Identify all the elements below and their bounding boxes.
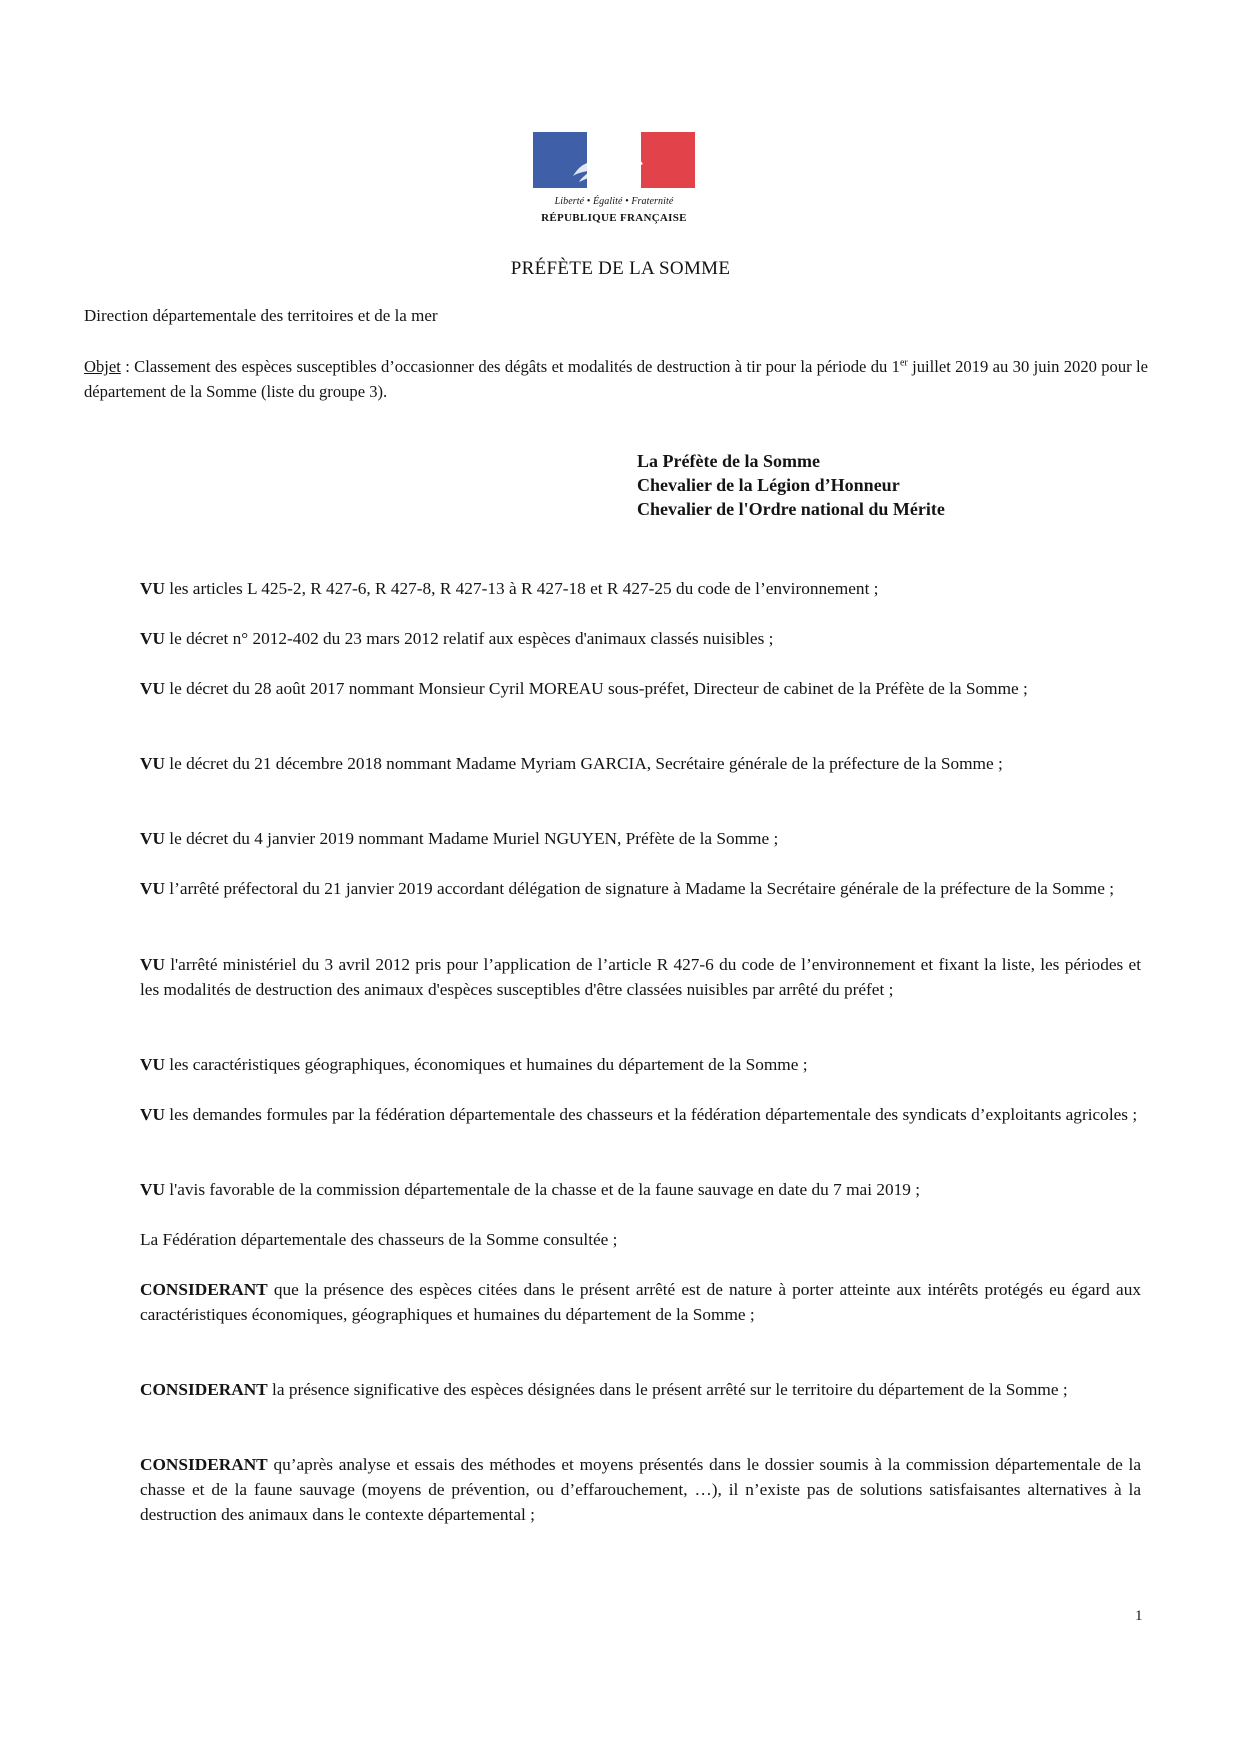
clause-text: le décret du 28 août 2017 nommant Monsieur Cyril MOREAU sous-préfet, Directeur de cabinet de la Préfète de la Somme ;	[164, 679, 1028, 698]
clause-keyword: VU	[140, 579, 165, 598]
republic-name: RÉPUBLIQUE FRANÇAISE	[541, 212, 687, 224]
clause-text: le décret n° 2012-402 du 23 mars 2012 relatif aux espèces d'animaux classés nuisibles ;	[164, 629, 774, 648]
prefect-title: PRÉFÈTE DE LA SOMME	[510, 258, 731, 279]
clause-keyword: VU	[140, 754, 165, 773]
clause-text: le décret du 4 janvier 2019 nommant Madame Muriel NGUYEN, Préfète de la Somme ;	[164, 829, 779, 848]
clause-paragraph	[140, 876, 1141, 901]
clause-keyword: VU	[140, 1180, 165, 1199]
clause-text: l'arrêté ministériel du 3 avril 2012 pris pour l’application de l’article R 427-6 du code de l’environnement et fixant la liste, les périodes et les modalités de destruction des animaux d'espèces susceptibles d'être classées nuisibles par arrêté du préfet ;	[140, 955, 1141, 999]
clause-paragraph	[140, 751, 1141, 776]
objet-label: Objet	[84, 357, 121, 376]
clause-paragraph	[140, 952, 1141, 1002]
clause-keyword: VU	[140, 1055, 165, 1074]
clause-paragraph	[140, 576, 1141, 601]
clause-paragraph	[140, 1052, 1141, 1077]
clause-text: les articles L 425-2, R 427-6, R 427-8, R 427-13 à R 427-18 et R 427-25 du code de l’environnement ;	[164, 579, 879, 598]
objet-paragraph	[84, 354, 1148, 404]
clause-text: la présence significative des espèces désignées dans le présent arrêté sur le territoire du département de la Somme ;	[267, 1380, 1068, 1399]
marianne-profile-icon	[551, 132, 671, 188]
signatory-line: La Préfète de la Somme	[637, 451, 820, 471]
clause-text: La Fédération départementale des chasseurs de la Somme consultée ;	[140, 1230, 618, 1249]
signatory-line: Chevalier de la Légion d’Honneur	[637, 475, 900, 495]
clause-paragraph	[140, 1102, 1141, 1127]
clause-paragraph	[140, 1277, 1141, 1327]
clause-paragraph	[140, 826, 1141, 851]
clause-keyword: VU	[140, 955, 165, 974]
clause-text: le décret du 21 décembre 2018 nommant Madame Myriam GARCIA, Secrétaire générale de la préfecture de la Somme ;	[164, 754, 1003, 773]
clause-paragraph	[140, 626, 1141, 651]
clause-text: les caractéristiques géographiques, économiques et humaines du département de la Somme ;	[164, 1055, 808, 1074]
clause-keyword: VU	[140, 679, 165, 698]
clause-text: l’arrêté préfectoral du 21 janvier 2019 accordant délégation de signature à Madame la Secrétaire générale de la préfecture de la Somme ;	[164, 879, 1115, 898]
clause-text: l'avis favorable de la commission départementale de la chasse et de la faune sauvage en date du 7 mai 2019 ;	[164, 1180, 921, 1199]
clause-text: les demandes formules par la fédération départementale des chasseurs et la fédération départementale des syndicats d’exploitants agricoles ;	[164, 1105, 1138, 1124]
clause-keyword: CONSIDERANT	[140, 1280, 268, 1299]
tricolor-flag	[533, 132, 695, 188]
clause-keyword: CONSIDERANT	[140, 1380, 268, 1399]
marianne-logo	[533, 132, 697, 224]
clause-keyword: VU	[140, 1105, 165, 1124]
clause-paragraph	[140, 1227, 1141, 1252]
clause-paragraph	[140, 1377, 1141, 1402]
clause-text: qu’après analyse et essais des méthodes et moyens présentés dans le dossier soumis à la commission départementale de la chasse et de la faune sauvage (moyens de prévention, ou d’effarouchement, …), il n’existe pas de solutions satisfaisantes alternatives à la destruction des animaux dans le contexte départemental ;	[140, 1455, 1141, 1524]
objet-superscript: er	[899, 357, 908, 369]
signatory-line: Chevalier de l'Ordre national du Mérite	[637, 499, 945, 519]
clause-keyword: VU	[140, 829, 165, 848]
clause-text: que la présence des espèces citées dans le présent arrêté est de nature à porter atteinte aux intérêts protégés eu égard aux caractéristiques économiques, géographiques et humaines du département de la Somme ;	[140, 1280, 1141, 1324]
signatory-block	[637, 449, 945, 521]
clause-keyword: CONSIDERANT	[140, 1455, 268, 1474]
clause-paragraph	[140, 1177, 1141, 1202]
page-number: 1	[1135, 1608, 1143, 1624]
clause-keyword: VU	[140, 879, 165, 898]
clause-keyword: VU	[140, 629, 165, 648]
republic-motto: Liberté • Égalité • Fraternité	[554, 196, 674, 207]
clause-paragraph	[140, 1452, 1141, 1527]
clause-paragraph	[140, 676, 1141, 701]
objet-text-start: : Classement des espèces susceptibles d’occasionner des dégâts et modalités de destruction à tir pour la période du 1	[120, 357, 900, 376]
direction-name: Direction départementale des territoires et de la mer	[84, 306, 438, 325]
objet-text-end: juillet 2019 au 30 juin 2020 pour le département de la Somme (liste du groupe 3).	[84, 357, 1148, 401]
